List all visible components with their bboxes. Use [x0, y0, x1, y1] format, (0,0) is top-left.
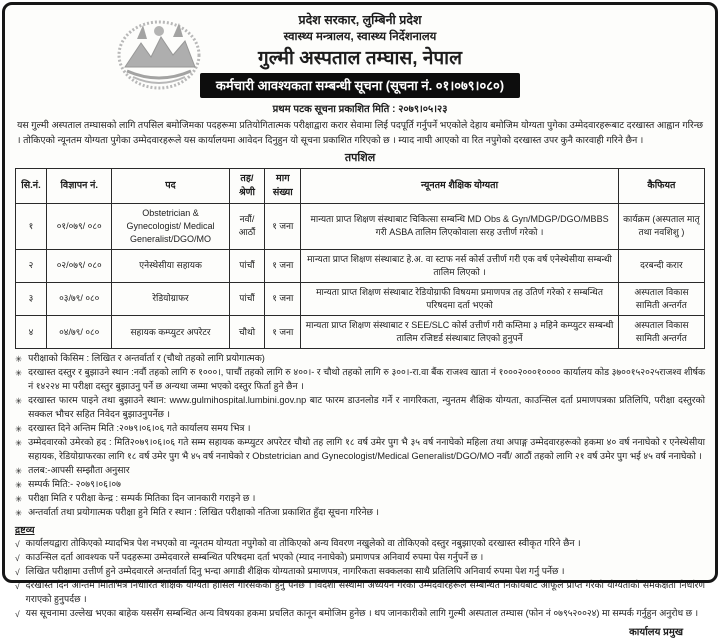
- col-qualification: न्यूनतम शैक्षिक योग्यता: [301, 169, 619, 204]
- check-bullet-icon: √: [15, 552, 20, 563]
- check-bullet-icon: √: [15, 538, 20, 549]
- list-item: ✳ दरखास्त फारम पाइने तथा बुझाउने स्थान: www.gulmihospital.lumbini.gov.np बाट फारम डाउनलोड गर्ने र नागरिकता, न्युनतम शैक्षिक योग्यता, काउन्सिल दर्ता प्रमाणपत्रका प्रतिलिपि, परीक्षा दस्तुरको सक्कल भौचर सहित निवेदन बुझाउनुपर्नेछ ।: [15, 395, 705, 420]
- table-row: [16, 203, 705, 249]
- notes-heading: द्रष्टव्य: [15, 524, 35, 536]
- cell-advt: ०४/७९/ ०८०: [47, 316, 112, 349]
- note-item: √ काउन्सिल दर्ता आवश्यक पर्ने पदहरूमा उम्मेदवारले सम्बन्धित परिषदमा दर्ता भएको (म्याद ननाघेको) प्रमाणपत्र अनिवार्य रुपमा पेस गर्नुपर्ने छ ।: [15, 551, 484, 563]
- table-header-row: [16, 169, 705, 204]
- intro-paragraph: यस गुल्मी अस्पताल तम्घासको लागि तपसिल बमोजिमका पदहरूमा प्रतियोगितात्मक परीक्षाद्वारा करार सेवामा लिई पदपूर्ति गर्नुपर्ने भएकोले देहाय बमोजिम योग्यता पुगेका उम्मेदवारहरूबाट दरखास्त आह्वान गरिन्छ । तोकिएको न्यूनतम योग्यता पुगेका उम्मेदवारहरूले यस कार्यालयमा आवेदन दिनुहुन यो सूचना प्रकाशित गरिएको छ । म्याद नाघी आएको वा रित नपुगेको दरखास्त उपर कुनै कारवाही गरिने छैन ।: [17, 120, 703, 146]
- cell-remarks: कार्यक्रम (अस्पताल मातृ तथा नवशिशु ): [618, 203, 704, 249]
- details-title: तपशिल: [344, 152, 376, 165]
- cell-advt: ०२/०७९/ ०८०: [47, 249, 112, 282]
- cell-sn: १: [16, 203, 47, 249]
- list-item: ✳ दरखास्त दस्तुर र बुझाउने स्थान :नवौं तहको लागि रु १०००।, पाचौं तहको लागि रु ४००।- र चौथो तहको लागि रु ३००।-रा.वा बैंक राजश्व खाता नं १०००२०००१०००० कार्यालय कोड ३७००१५२०२५राजश्व शीर्षक नं १४२२४ मा परीक्षा दस्तुर बुझाउनु पर्ने छ अन्यथा जम्मा भएको दस्तुर फिर्ता हुने छैन ।: [15, 367, 705, 392]
- list-item: ✳ तलब:-आपसी सम्झौता अनुसार: [15, 465, 130, 477]
- cell-level: चौथो: [229, 316, 265, 349]
- cell-sn: ४: [16, 316, 47, 349]
- col-serial-no: सि.नं.: [16, 169, 47, 204]
- cell-post: सहायक कम्प्युटर अपरेटर: [112, 316, 229, 349]
- nepal-emblem-icon: [107, 15, 211, 93]
- ministry-line: स्वास्थ्य मन्त्रालय, स्वास्थ्य निर्देशनालय: [283, 31, 437, 44]
- col-level: तह/ श्रेणी: [229, 169, 265, 204]
- table-row: [16, 249, 705, 282]
- col-quantity: माग संख्या: [265, 169, 301, 204]
- check-bullet-icon: √: [15, 580, 20, 591]
- cell-post: रेडियोग्राफर: [112, 282, 229, 315]
- cell-advt: ०१/०७९/ ०८०: [47, 203, 112, 249]
- list-item: ✳ परीक्षा मिति र परीक्षा केन्द्र : सम्पर्क मितिका दिन जानकारी गराइने छ ।: [15, 492, 256, 504]
- notice-document: [2, 2, 718, 638]
- cell-level: पांचौं: [229, 282, 265, 315]
- asterisk-bullet-icon: ✳: [15, 466, 23, 477]
- cell-count: १ जना: [265, 203, 301, 249]
- cell-level: पांचौं: [229, 249, 265, 282]
- cell-post: एनेस्थेसीया सहायक: [112, 249, 229, 282]
- asterisk-bullet-icon: ✳: [15, 480, 23, 490]
- cell-count: १ जना: [265, 249, 301, 282]
- cell-remarks: अस्पताल विकास सामिती अन्तर्गत: [618, 316, 704, 349]
- cell-count: १ जना: [265, 282, 301, 315]
- cell-qualification: मान्यता प्राप्त शिक्षण संस्थाबाट हे.अ. वा स्टाफ नर्स कोर्स उत्तीर्ण गरी एक वर्ष एनेस्थेसीया सम्बन्धी तालिम लिएको ।: [301, 249, 619, 282]
- asterisk-bullet-icon: ✳: [15, 396, 23, 407]
- note-item: √ लिखित परीक्षामा उत्तीर्ण हुने उम्मेदवारले अन्तर्वार्ता दिनु भन्दा अगाडी शैक्षिक योग्यताको प्रमाणपत्र, नागरिकता सक्कलका साथै प्रतिलिपि अनिवार्य रुपमा पेश गर्नु पर्नेछ ।: [15, 565, 565, 577]
- asterisk-bullet-icon: ✳: [15, 354, 23, 365]
- document-header: [11, 11, 709, 115]
- list-item: ✳ परीक्षाको किसिम : लिखित र अन्तर्वार्ता र (चौथो तहको लागि प्रयोगात्मक): [15, 353, 265, 365]
- cell-sn: ३: [16, 282, 47, 315]
- note-item: √ यस सूचनामा उल्लेख भएका बाहेक यससँग सम्बन्धित अन्य विषयका हकमा प्रचलित कानून बमोजिम हुनेछ । थप जानकारीको लागि गुल्मी अस्पताल तम्घास (फोन नं ०७९५२००२४) मा सम्पर्क गर्नुहुन अनुरोध छ ।: [15, 607, 699, 619]
- cell-count: १ जना: [265, 316, 301, 349]
- cell-remarks: दरबन्दी करार: [618, 249, 704, 282]
- conditions-list: [11, 349, 709, 520]
- cell-post: Obstetrician & Gynecologist/ Medical Generalist/DGO/MO: [112, 203, 229, 249]
- cell-qualification: मान्यता प्राप्त शिक्षण संस्थाबाट रेडियोग्राफी विषयमा प्रमाणपत्र तह उतिर्ण गरेको र सम्बन्धित परिषदमा दर्ता भएको: [301, 282, 619, 315]
- table-row: [16, 282, 705, 315]
- notice-title-banner: कर्मचारी आवश्यकता सम्बन्धी सूचना (सूचना नं. ०१।०७९।०८०): [200, 73, 520, 98]
- table-row: [16, 316, 705, 349]
- cell-level: नवौं/ आठौं: [229, 203, 265, 249]
- note-item: √ कार्यालयद्वारा तोकिएको म्यादभित्र पेश नभएको वा न्यूनतम योग्यता नपुगेको वा तोकिएको अन्य विवरण नखुलेको वा तोकिएको दस्तुर नबुझाएको दरखास्त स्वीकृत गरिने छैन ।: [15, 537, 581, 549]
- asterisk-bullet-icon: ✳: [15, 438, 23, 449]
- vacancy-table: [15, 168, 705, 349]
- col-advt-no: विज्ञापन नं.: [47, 169, 112, 204]
- asterisk-bullet-icon: ✳: [15, 493, 23, 504]
- notes-list: [11, 537, 709, 621]
- list-item: ✳ अन्तर्वार्ता तथा प्रयोगात्मक परीक्षा हुने मिति र स्थान : लिखित परीक्षाको नतिजा प्रकाशित हुँदा सूचना गरिनेछ ।: [15, 506, 380, 518]
- province-government-line: प्रदेश सरकार, लुम्बिनी प्रदेश: [298, 13, 422, 27]
- list-item: ✳ सम्पर्क मिति:- २०७९।०६।०७: [15, 479, 121, 490]
- col-post: पद: [112, 169, 229, 204]
- col-remarks: कैफियत: [618, 169, 704, 204]
- hospital-name: गुल्मी अस्पताल तम्घास, नेपाल: [258, 47, 462, 69]
- list-item: ✳ उम्मेदवारको उमेरको हद : मिति२०७९।०६।०६ गते सम्म सहायक कम्प्युटर अपरेटर चौथो तह लागि १८ वर्ष उमेर पुग भै ३५ वर्ष ननाघेको महिला तथा अपाङ्ग उम्मेदवारहरूको हकमा ४० वर्ष ननाघेको र एनेस्थेसीया सहायक, रेडियोग्राफरका लागि १८ वर्ष उमेर पुग भै ४५ वर्ष ननाघेको र Obstetrician and Gynecologist/Medical Generalist/DGO/MO नवौं/ आठौं तहको लागि २१ वर्ष उमेर पुग भई ४५ वर्ष ननाघेको ।: [15, 437, 705, 462]
- check-bullet-icon: √: [15, 566, 20, 577]
- office-chief-signature: कार्यालय प्रमुख: [629, 626, 683, 638]
- cell-advt: ०३/७९/ ०८०: [47, 282, 112, 315]
- cell-qualification: मान्यता प्राप्त शिक्षण संस्थाबाट र SEE/SLC कोर्स उत्तीर्ण गरी कम्तिमा ३ महिने कम्प्युटर सम्बन्धी तालिम रजिष्टर्ड संस्थाबाट लिएको हुनुपर्ने: [301, 316, 619, 349]
- published-date-line: प्रथम पटक सूचना प्रकाशित मिति : २०७९।०५।२३: [272, 104, 448, 116]
- cell-sn: २: [16, 249, 47, 282]
- list-item: ✳ दरखास्त दिने अन्तिम मिति :२०७९।०६।०६ गते कार्यालय समय भित्र ।: [15, 423, 251, 435]
- asterisk-bullet-icon: ✳: [15, 368, 23, 379]
- cell-remarks: अस्पताल विकास सामिती अन्तर्गत: [618, 282, 704, 315]
- asterisk-bullet-icon: ✳: [15, 507, 23, 518]
- note-item: √ दरखास्त दिने अन्तिम मितिभित्र निर्धारित शैक्षिक योग्यता हासिल गरिसकेको हुनु पर्नेछ । विदेशी संस्थामा अध्ययन गरेका उम्मेदवारहरूले सम्बन्धित निकायबाट आफूले प्राप्त गरेको योग्यताको समकक्षता निर्धारण गराएको हुनुपर्दछ ।: [15, 579, 705, 604]
- asterisk-bullet-icon: ✳: [15, 424, 23, 435]
- check-bullet-icon: √: [15, 608, 20, 619]
- cell-qualification: मान्यता प्राप्त शिक्षण संस्थाबाट चिकित्सा सम्बन्धि MD Obs & Gyn/MDGP/DGO/MBBS गरी ASBA तालिम लिएकोवाला सरह उत्तीर्ण गरेको ।: [301, 203, 619, 249]
